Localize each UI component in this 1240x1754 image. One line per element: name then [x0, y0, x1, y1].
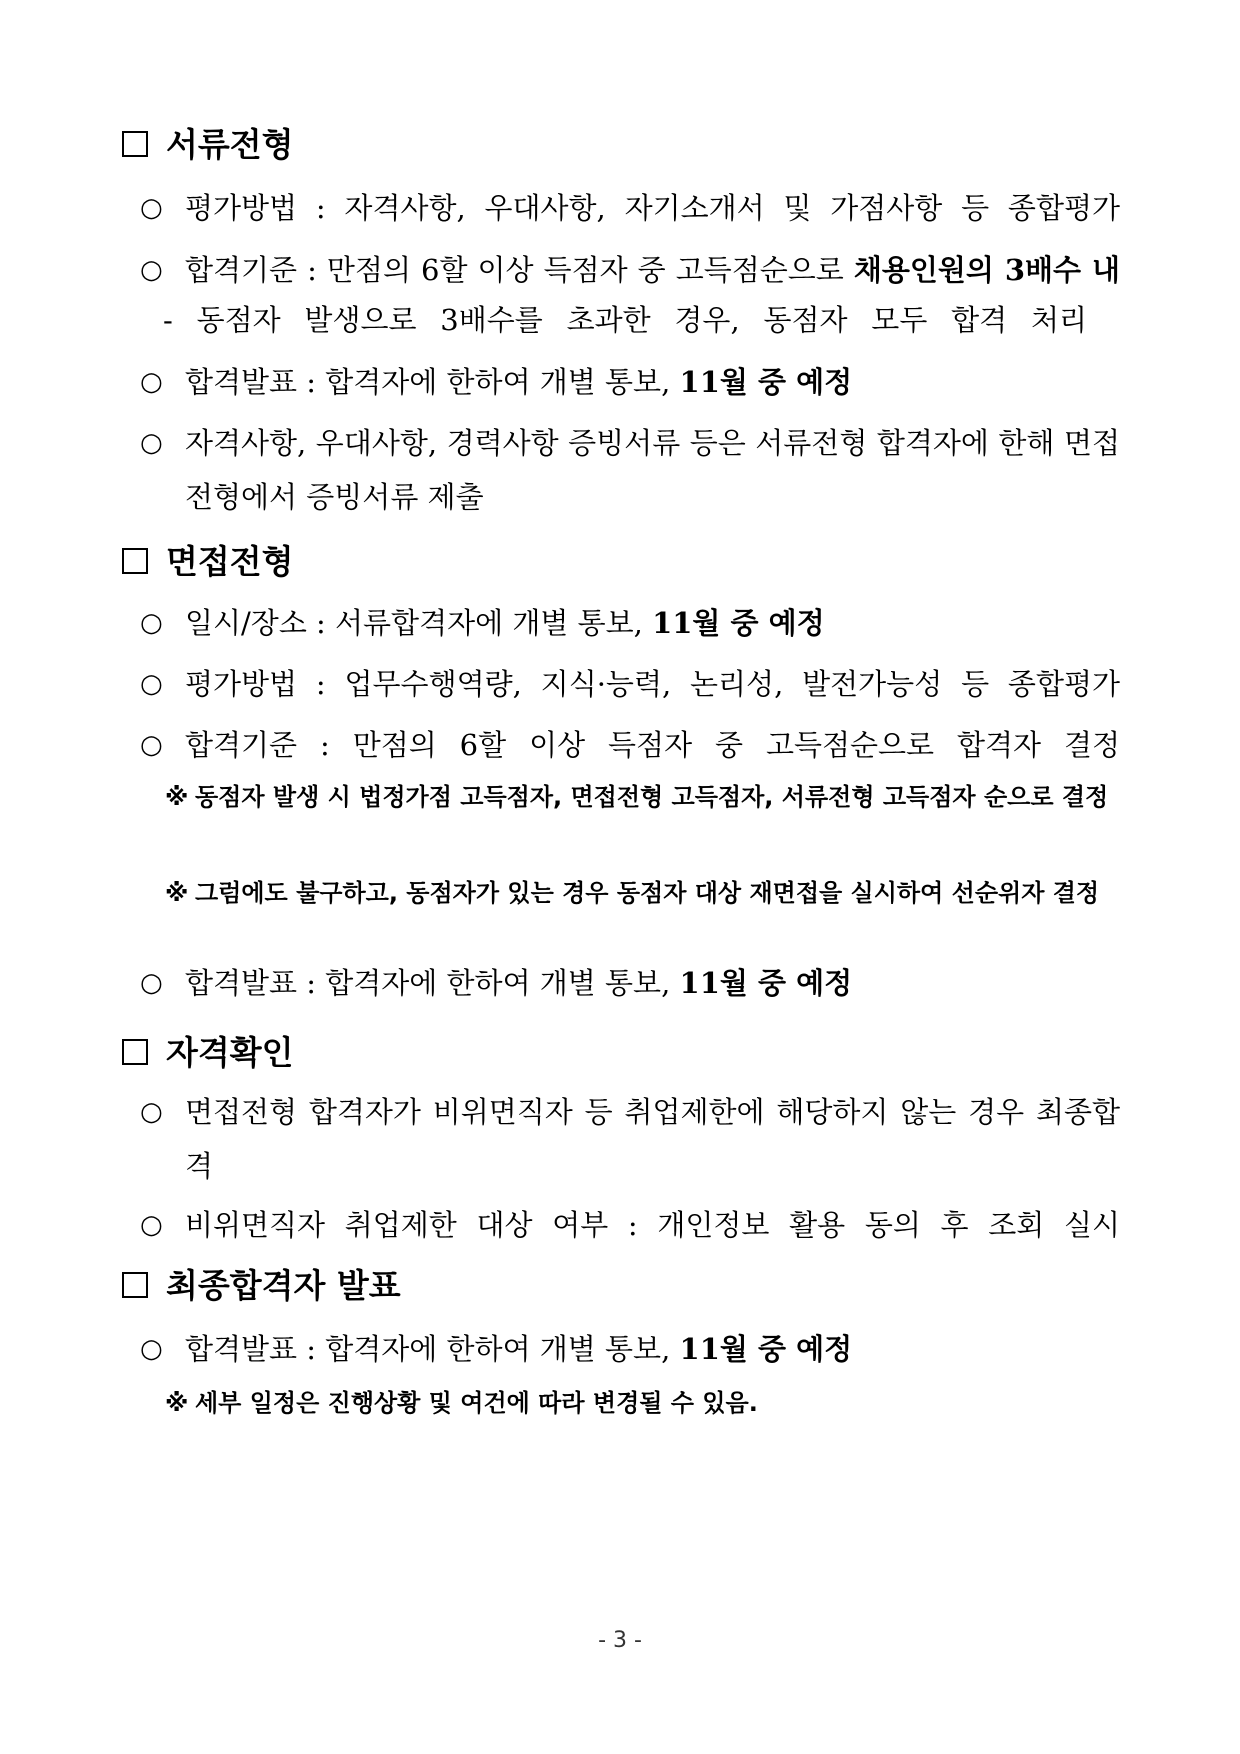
bullet-item [140, 1085, 1120, 1193]
bullet-text: 자격사항, 우대사항, 경력사항 증빙서류 등은 서류전형 합격자에 한해 면접전형에서 증빙서류 제출 [185, 426, 1120, 514]
circle-bullet-icon: ○ [140, 1334, 163, 1364]
section-heading-text: 최종합격자 발표 [166, 1266, 401, 1305]
bullet-text: 합격기준 : 만점의 6할 이상 득점자 중 고득점순으로 채용인원의 3배수 내 [185, 253, 1121, 287]
note-item [165, 869, 1125, 917]
circle-bullet-icon: ○ [140, 1097, 163, 1127]
circle-bullet-icon: ○ [140, 428, 163, 458]
checkbox-square-icon [122, 131, 148, 157]
bullet-text: 평가방법 : 업무수행역량, 지식·능력, 논리성, 발전가능성 등 종합평가 [185, 667, 1120, 701]
circle-bullet-icon: ○ [140, 367, 163, 397]
bullet-text: 평가방법 : 자격사항, 우대사항, 자기소개서 및 가점사항 등 종합평가 [185, 191, 1120, 225]
bullet-item [140, 243, 1120, 297]
checkbox-square-icon [122, 1039, 148, 1065]
section-heading-text: 자격확인 [166, 1033, 294, 1072]
circle-bullet-icon: ○ [140, 730, 163, 760]
bullet-item [140, 956, 1120, 1010]
circle-bullet-icon: ○ [140, 255, 163, 285]
bullet-text: 합격기준 : 만점의 6할 이상 득점자 중 고득점순으로 합격자 결정 [185, 728, 1120, 762]
emphasis-text: 11월 중 예정 [679, 1332, 853, 1366]
reference-mark-icon: ※ [165, 783, 189, 811]
bullet-item [140, 181, 1120, 235]
emphasis-text: 채용인원의 3배수 내 [853, 253, 1121, 287]
bullet-text: 합격발표 : 합격자에 한하여 개별 통보, 11월 중 예정 [185, 365, 853, 399]
bullet-text: 합격발표 : 합격자에 한하여 개별 통보, 11월 중 예정 [185, 966, 853, 1000]
section-heading-final-announcement [122, 1266, 401, 1306]
bullet-item [140, 596, 1120, 650]
page-number: - 3 - [598, 1628, 642, 1653]
circle-bullet-icon: ○ [140, 669, 163, 699]
circle-bullet-icon: ○ [140, 193, 163, 223]
bullet-text: 면접전형 합격자가 비위면직자 등 취업제한에 해당하지 않는 경우 최종합격 [185, 1095, 1120, 1183]
checkbox-square-icon [122, 548, 148, 574]
circle-bullet-icon: ○ [140, 608, 163, 638]
note-item [165, 773, 1125, 821]
section-heading-document-screening [122, 125, 294, 165]
emphasis-text: 11월 중 예정 [679, 365, 853, 399]
reference-mark-icon: ※ [165, 879, 189, 907]
reference-mark-icon: ※ [165, 1389, 189, 1417]
bullet-item [140, 1322, 1120, 1376]
bullet-text: 일시/장소 : 서류합격자에 개별 통보, 11월 중 예정 [185, 606, 825, 640]
bullet-item [140, 657, 1120, 711]
note-item [165, 1379, 1125, 1427]
note-text: 동점자 발생 시 법정가점 고득점자, 면접전형 고득점자, 서류전형 고득점자 순으로 결정 [195, 783, 1109, 811]
bullet-item [140, 1198, 1120, 1252]
note-text: 세부 일정은 진행상황 및 여건에 따라 변경될 수 있음. [195, 1389, 758, 1417]
bullet-item [140, 718, 1120, 772]
emphasis-text: 11월 중 예정 [679, 966, 853, 1000]
note-text: 그럼에도 불구하고, 동점자가 있는 경우 동점자 대상 재면접을 실시하여 선순위자 결정 [195, 879, 1100, 907]
section-heading-interview [122, 542, 294, 582]
emphasis-text: 11월 중 예정 [652, 606, 825, 640]
circle-bullet-icon: ○ [140, 1210, 163, 1240]
section-heading-text: 서류전형 [166, 125, 294, 164]
section-heading-text: 면접전형 [166, 542, 294, 581]
bullet-item [140, 355, 1120, 409]
circle-bullet-icon: ○ [140, 968, 163, 998]
section-heading-qualification-check [122, 1033, 294, 1073]
checkbox-square-icon [122, 1272, 148, 1298]
sub-item-dash: - 동점자 발생으로 3배수를 초과한 경우, 동점자 모두 합격 처리 [163, 303, 1087, 337]
bullet-text: 비위면직자 취업제한 대상 여부 : 개인정보 활용 동의 후 조회 실시 [185, 1208, 1120, 1242]
bullet-item [140, 416, 1120, 524]
bullet-text: 합격발표 : 합격자에 한하여 개별 통보, 11월 중 예정 [185, 1332, 853, 1366]
